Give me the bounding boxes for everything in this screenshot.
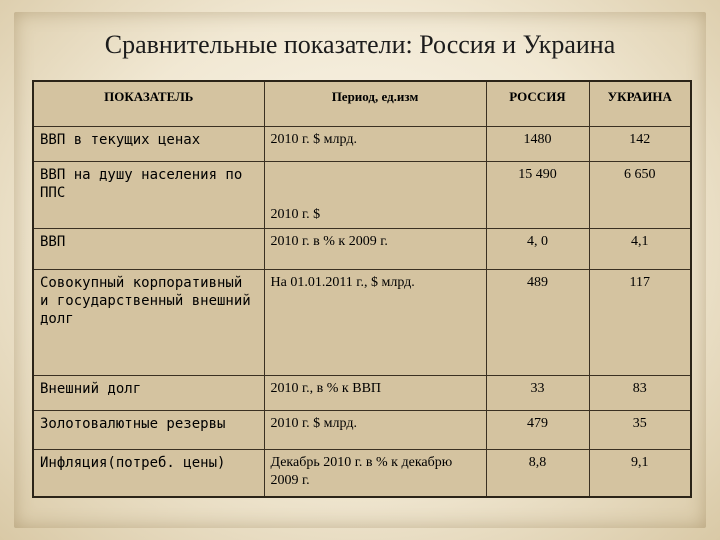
ukraine-cell: 6 650: [589, 162, 691, 229]
header-ukraine: УКРАИНА: [589, 81, 691, 127]
table-row: [33, 411, 691, 450]
header-period: Период, ед.изм: [264, 81, 486, 127]
indicator-cell: Золотовалютные резервы: [33, 411, 264, 450]
comparison-table: [32, 80, 692, 498]
ukraine-cell: 83: [589, 376, 691, 411]
indicator-cell: Совокупный корпоративный и государственный внешний долг: [33, 270, 264, 376]
period-cell: 2010 г., в % к ВВП: [264, 376, 486, 411]
period-cell: 2010 г. $ млрд.: [264, 127, 486, 162]
period-cell: Декабрь 2010 г. в % к декабрю 2009 г.: [264, 450, 486, 498]
table-row: [33, 450, 691, 498]
table-row: [33, 127, 691, 162]
indicator-cell: Внешний долг: [33, 376, 264, 411]
ukraine-cell: 117: [589, 270, 691, 376]
table-row: [33, 229, 691, 270]
russia-cell: 479: [486, 411, 589, 450]
indicator-cell: ВВП на душу населения по ППС: [33, 162, 264, 229]
page-title: Сравнительные показатели: Россия и Украина: [104, 30, 616, 59]
indicator-cell: ВВП в текущих ценах: [33, 127, 264, 162]
indicator-cell: ВВП: [33, 229, 264, 270]
russia-cell: 15 490: [486, 162, 589, 229]
ukraine-cell: 35: [589, 411, 691, 450]
russia-cell: 4, 0: [486, 229, 589, 270]
russia-cell: 33: [486, 376, 589, 411]
ukraine-cell: 142: [589, 127, 691, 162]
table-row: [33, 376, 691, 411]
russia-cell: 8,8: [486, 450, 589, 498]
header-russia: РОССИЯ: [486, 81, 589, 127]
table-header-row: [33, 81, 691, 127]
ukraine-cell: 9,1: [589, 450, 691, 498]
header-indicator: ПОКАЗАТЕЛЬ: [33, 81, 264, 127]
period-cell: 2010 г. $ млрд.: [264, 411, 486, 450]
table-row: [33, 270, 691, 376]
period-cell: На 01.01.2011 г., $ млрд.: [264, 270, 486, 376]
period-cell: 2010 г. $: [264, 162, 486, 229]
ukraine-cell: 4,1: [589, 229, 691, 270]
russia-cell: 1480: [486, 127, 589, 162]
table-row: [33, 162, 691, 229]
russia-cell: 489: [486, 270, 589, 376]
indicator-cell: Инфляция(потреб. цены): [33, 450, 264, 498]
period-cell: 2010 г. в % к 2009 г.: [264, 229, 486, 270]
